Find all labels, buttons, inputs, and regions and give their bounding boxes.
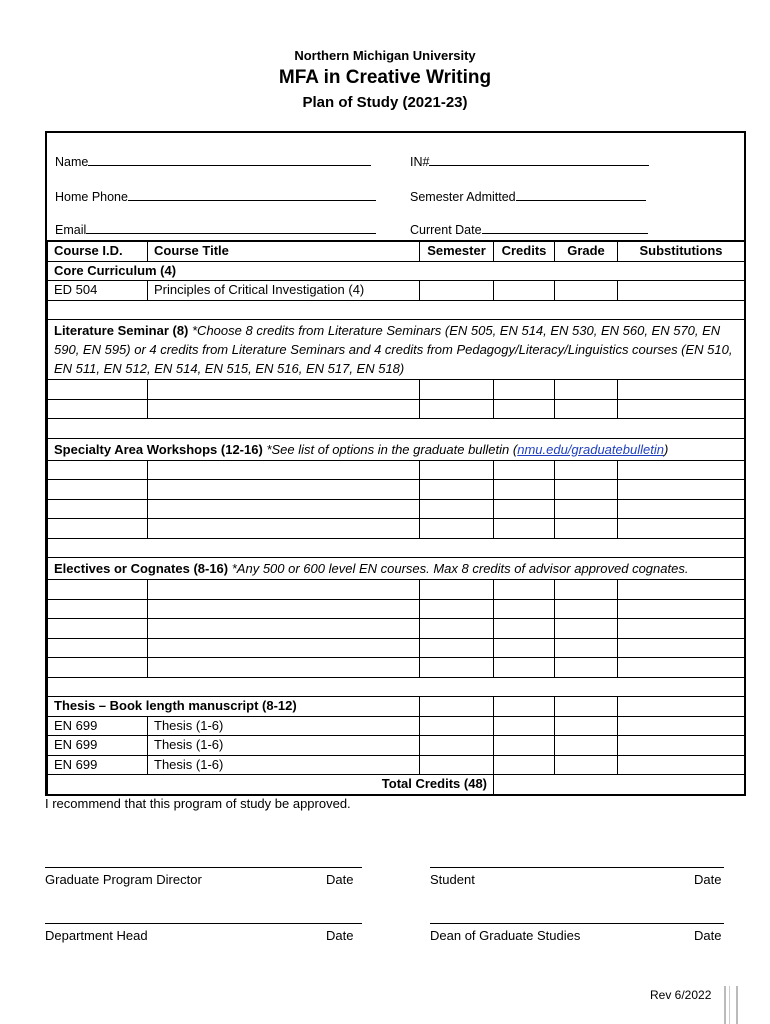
table-row [48,716,745,736]
email-field[interactable] [55,223,376,237]
table-row [48,580,745,600]
table-row [48,755,745,775]
table-row [48,380,745,400]
col-substitutions: Substitutions [618,241,745,261]
course-table [47,240,745,796]
course-title[interactable]: Thesis (1-6) [148,716,420,736]
course-title[interactable]: Principles of Critical Investigation (4) [148,281,420,301]
table-row [48,736,745,756]
table-row [48,599,745,619]
dean-date-label: Date [694,928,722,943]
dean-label: Dean of Graduate Studies [430,928,581,943]
workshops-note: *See list of options in the graduate bulletin ( [266,441,518,457]
course-title[interactable]: Thesis (1-6) [148,736,420,756]
student-date-label: Date [694,872,722,887]
margin-bars [724,986,738,1024]
recommendation-text: I recommend that this program of study be approved. [45,796,351,811]
director-date-label: Date [326,872,354,887]
lit-seminar-note: *Choose 8 credits from Literature Seminars (EN 505, EN 514, EN 530, EN 560, EN 570, EN 590, EN 595) or 4 credits from Literature Seminars and 4 credits from Pedagogy/Literacy/Linguistics courses (EN 510, EN 511, EN 512, EN 514, EN 515, EN 516, EN 517, EN 518) [54,323,733,376]
student-label: Student [430,872,475,887]
program-title: MFA in Creative Writing [278,67,492,88]
revision-label: Rev 6/2022 [650,988,712,1002]
workshops-section: Specialty Area Workshops (12-16) *See list of options in the graduate bulletin (nmu.edu/graduatebulletin) [48,438,745,460]
dept-head-signature-line[interactable] [45,923,362,924]
dept-head-label: Department Head [45,928,148,943]
course-id[interactable]: EN 699 [48,755,148,775]
semester-admitted-field[interactable] [410,190,646,204]
course-title[interactable]: Thesis (1-6) [148,755,420,775]
course-id[interactable]: EN 699 [48,736,148,756]
semester-admitted-label: Semester Admitted [410,190,516,204]
table-row [48,281,745,301]
table-row [48,519,745,539]
name-label: Name [55,155,89,169]
home-phone-label: Home Phone [55,190,128,204]
table-row [48,480,745,500]
current-date-label: Current Date [410,223,482,237]
in-number-field[interactable] [410,155,649,169]
graduate-bulletin-link[interactable]: nmu.edu/graduatebulletin [517,441,664,457]
current-date-field[interactable] [410,223,648,237]
table-row [48,619,745,639]
table-row [48,638,745,658]
director-label: Graduate Program Director [45,872,202,887]
col-grade: Grade [555,241,618,261]
col-credits: Credits [494,241,555,261]
lit-seminar-section [48,320,745,380]
plan-title: Plan of Study (2021-23) [302,94,468,111]
col-course-title: Course Title [148,241,420,261]
col-course-id: Course I.D. [48,241,148,261]
home-phone-field[interactable] [55,190,376,204]
table-row [48,460,745,480]
in-number-label: IN# [410,155,430,169]
table-row [48,658,745,678]
director-signature-line[interactable] [45,867,362,868]
total-credits-label: Total Credits (48) [48,775,494,795]
table-header-row [48,241,745,261]
electives-note: *Any 500 or 600 level EN courses. Max 8 credits of advisor approved cognates. [231,561,689,576]
lit-seminar-title: Literature Seminar (8) [54,323,189,338]
course-id[interactable]: ED 504 [48,281,148,301]
electives-title: Electives or Cognates (8-16) [54,561,229,576]
electives-section [48,558,745,580]
university-name: Northern Michigan University [294,48,476,63]
col-semester: Semester [420,241,494,261]
table-row [48,499,745,519]
email-label: Email [55,223,87,237]
plan-of-study-form [45,131,746,796]
table-row [48,399,745,419]
thesis-section-title: Thesis – Book length manuscript (8-12) [48,697,420,717]
student-signature-line[interactable] [430,867,724,868]
total-row [48,775,745,795]
dean-signature-line[interactable] [430,923,724,924]
core-section-title: Core Curriculum (4) [48,261,745,281]
name-field[interactable] [55,155,371,169]
course-id[interactable]: EN 699 [48,716,148,736]
dept-head-date-label: Date [326,928,354,943]
workshops-title: Specialty Area Workshops (12-16) [54,441,263,457]
